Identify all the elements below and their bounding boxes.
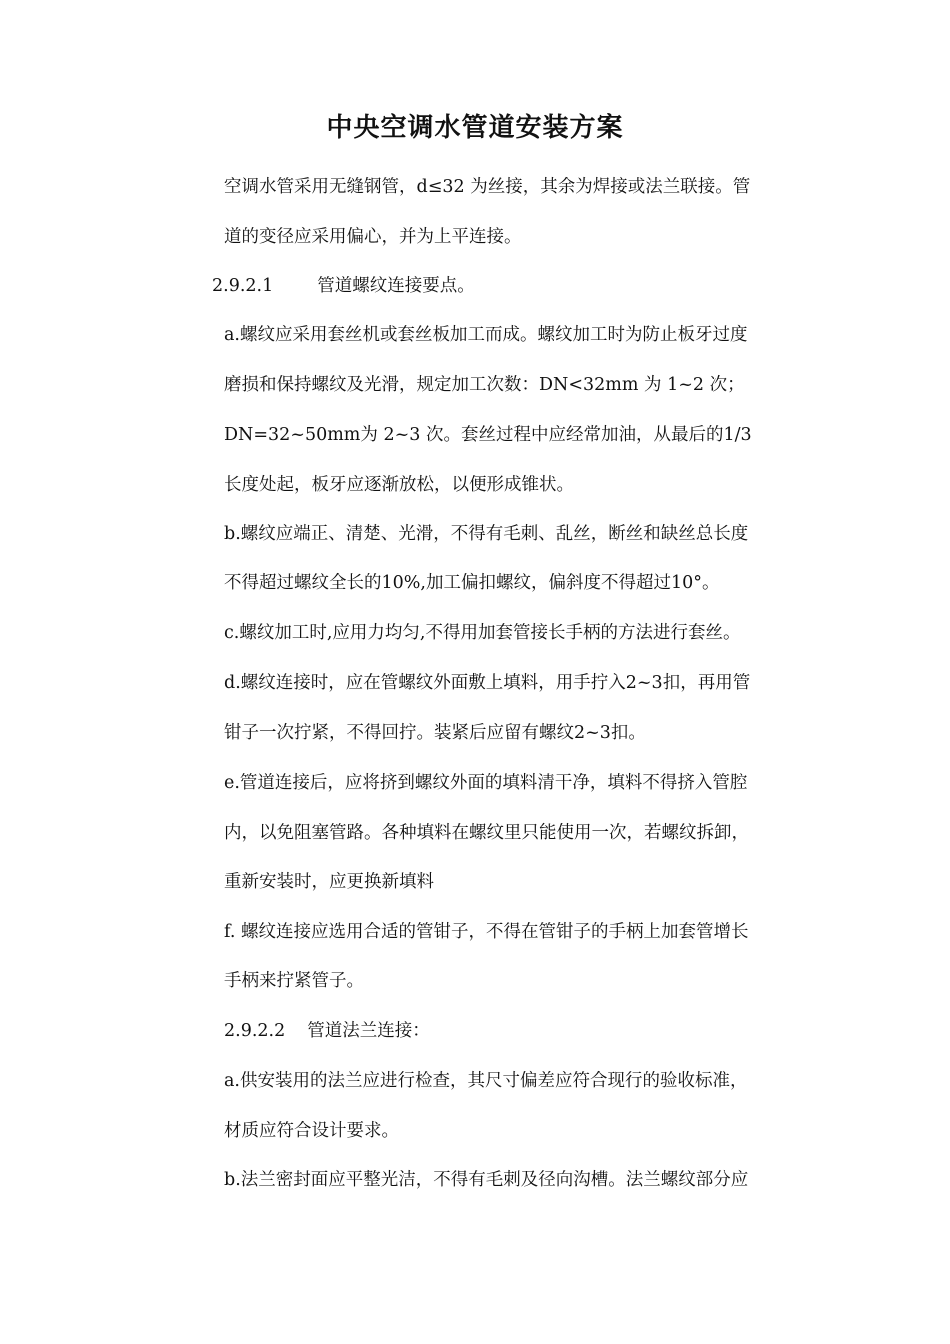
paragraph-line: e.管道连接后，应将挤到螺纹外面的填料清干净，填料不得挤入管腔 bbox=[224, 773, 748, 793]
paragraph-line: 不得超过螺纹全长的10%,加工偏扣螺纹，偏斜度不得超过10°。 bbox=[224, 573, 720, 593]
paragraph-line: 重新安装时，应更换新填料 bbox=[224, 872, 434, 892]
paragraph-line: b.螺纹应端正、清楚、光滑，不得有毛刺、乱丝，断丝和缺丝总长度 bbox=[224, 524, 749, 544]
paragraph-line: 材质应符合设计要求。 bbox=[224, 1121, 399, 1141]
document-title: 中央空调水管道安装方案 bbox=[326, 113, 624, 143]
section-heading-2-9-2-2 bbox=[224, 1016, 430, 1046]
paragraph-line: 空调水管采用无缝钢管，d≤32 为丝接，其余为焊接或法兰联接。管 bbox=[224, 177, 751, 197]
section-title: 管道螺纹连接要点。 bbox=[317, 276, 475, 296]
section-heading-2-9-2-1 bbox=[212, 271, 475, 301]
paragraph-line: 手柄来拧紧管子。 bbox=[224, 971, 364, 991]
paragraph-line: 长度处起，板牙应逐渐放松，以便形成锥状。 bbox=[224, 475, 574, 495]
paragraph-line: b.法兰密封面应平整光洁，不得有毛刺及径向沟槽。法兰螺纹部分应 bbox=[224, 1170, 749, 1190]
paragraph-line: f. 螺纹连接应选用合适的管钳子，不得在管钳子的手柄上加套管增长 bbox=[224, 922, 749, 942]
paragraph-line: 道的变径应采用偏心，并为上平连接。 bbox=[224, 227, 522, 247]
paragraph-line: a.供安装用的法兰应进行检查，其尺寸偏差应符合现行的验收标准， bbox=[224, 1071, 748, 1091]
paragraph-line: 钳子一次拧紧，不得回拧。装紧后应留有螺纹2~3扣。 bbox=[224, 723, 646, 743]
section-number: 2.9.2.1 bbox=[212, 276, 274, 296]
section-title: 管道法兰连接： bbox=[307, 1021, 430, 1041]
paragraph-line: 内，以免阻塞管路。各种填料在螺纹里只能使用一次，若螺纹拆卸， bbox=[224, 823, 749, 843]
paragraph-line: DN=32~50mm为 2~3 次。套丝过程中应经常加油，从最后的1/3 bbox=[224, 425, 752, 445]
paragraph-line: 磨损和保持螺纹及光滑，规定加工次数：DN<32mm 为 1~2 次； bbox=[224, 375, 745, 395]
section-number: 2.9.2.2 bbox=[224, 1021, 286, 1041]
paragraph-line: c.螺纹加工时,应用力均匀,不得用加套管接长手柄的方法进行套丝。 bbox=[224, 623, 741, 643]
paragraph-line: a.螺纹应采用套丝机或套丝板加工而成。螺纹加工时为防止板牙过度 bbox=[224, 325, 748, 345]
paragraph-line: d.螺纹连接时，应在管螺纹外面敷上填料，用手拧入2~3扣，再用管 bbox=[224, 673, 751, 693]
